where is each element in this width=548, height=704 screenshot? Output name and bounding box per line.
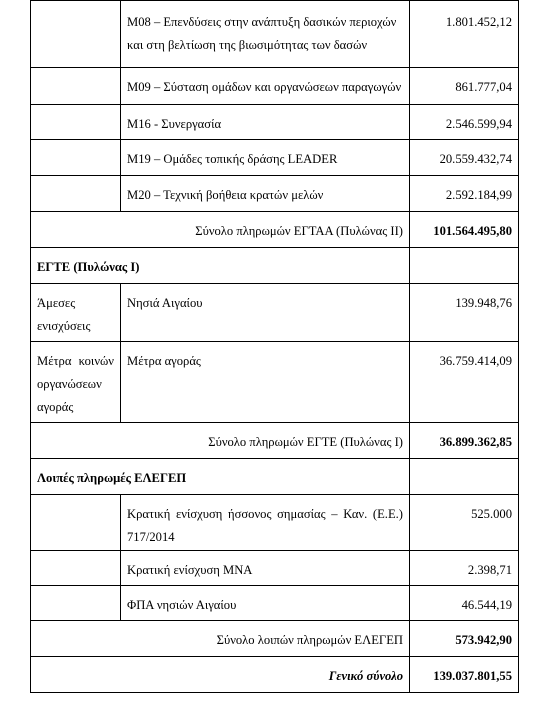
subtotal-row <box>31 621 519 657</box>
measure-description: ΦΠΑ νησιών Αιγαίου <box>121 586 410 621</box>
section-heading: ΕΓΤΕ (Πυλώνας Ι) <box>31 248 410 284</box>
table-row <box>31 586 519 621</box>
table-row <box>31 495 519 551</box>
subtotal-label: Σύνολο πληρωμών ΕΓΤΑΑ (Πυλώνας ΙΙ) <box>31 212 410 248</box>
measure-description: Κρατική ενίσχυση ήσσονος σημασίας – Καν. (Ε.Ε.) 717/2014 <box>121 495 410 551</box>
table-row <box>31 176 519 212</box>
measure-amount: 1.801.452,12 <box>410 1 519 68</box>
measure-amount: 2.592.184,99 <box>410 176 519 212</box>
table-row <box>31 140 519 176</box>
table-row <box>31 68 519 105</box>
empty-cell <box>31 68 121 105</box>
table-row <box>31 342 519 423</box>
empty-cell <box>31 176 121 212</box>
section-heading: Λοιπές πληρωμές ΕΛΕΓΕΠ <box>31 459 410 495</box>
subtotal-label: Σύνολο πληρωμών ΕΓΤΕ (Πυλώνας Ι) <box>31 423 410 459</box>
category-cell: Μέτρα κοινών οργανώσεων αγοράς <box>31 342 121 423</box>
measure-amount: 861.777,04 <box>410 68 519 105</box>
measure-description: Νησιά Αιγαίου <box>121 284 410 342</box>
measure-amount: 139.948,76 <box>410 284 519 342</box>
measure-amount: 36.759.414,09 <box>410 342 519 423</box>
measure-amount: 2.398,71 <box>410 551 519 586</box>
empty-cell <box>31 1 121 68</box>
measure-amount: 20.559.432,74 <box>410 140 519 176</box>
measure-description: Κρατική ενίσχυση ΜΝΑ <box>121 551 410 586</box>
empty-cell <box>31 551 121 586</box>
grand-total-row <box>31 657 519 693</box>
grand-total-label: Γενικό σύνολο <box>31 657 410 693</box>
table-row <box>31 1 519 68</box>
measure-amount: 2.546.599,94 <box>410 105 519 140</box>
measure-description: Μ08 – Επενδύσεις στην ανάπτυξη δασικών περιοχών και στη βελτίωση της βιωσιμότητας των δασών <box>121 1 410 68</box>
empty-cell <box>31 495 121 551</box>
empty-cell <box>31 140 121 176</box>
measure-description: Μέτρα αγοράς <box>121 342 410 423</box>
measure-description: Μ09 – Σύσταση ομάδων και οργανώσεων παραγωγών <box>121 68 410 105</box>
grand-total-amount: 139.037.801,55 <box>410 657 519 693</box>
empty-cell <box>31 586 121 621</box>
section-heading-row <box>31 248 519 284</box>
category-cell: Άμεσες ενισχύσεις <box>31 284 121 342</box>
payments-table <box>30 0 519 693</box>
measure-amount: 46.544,19 <box>410 586 519 621</box>
table-row <box>31 284 519 342</box>
measure-description: Μ19 – Ομάδες τοπικής δράσης LEADER <box>121 140 410 176</box>
subtotal-amount: 573.942,90 <box>410 621 519 657</box>
subtotal-row <box>31 212 519 248</box>
subtotal-amount: 101.564.495,80 <box>410 212 519 248</box>
subtotal-label: Σύνολο λοιπών πληρωμών ΕΛΕΓΕΠ <box>31 621 410 657</box>
measure-amount: 525.000 <box>410 495 519 551</box>
section-heading-row <box>31 459 519 495</box>
empty-cell <box>410 459 519 495</box>
measure-description: Μ16 - Συνεργασία <box>121 105 410 140</box>
empty-cell <box>31 105 121 140</box>
empty-cell <box>410 248 519 284</box>
measure-description: Μ20 – Τεχνική βοήθεια κρατών μελών <box>121 176 410 212</box>
table-row <box>31 105 519 140</box>
table-row <box>31 551 519 586</box>
subtotal-row <box>31 423 519 459</box>
subtotal-amount: 36.899.362,85 <box>410 423 519 459</box>
